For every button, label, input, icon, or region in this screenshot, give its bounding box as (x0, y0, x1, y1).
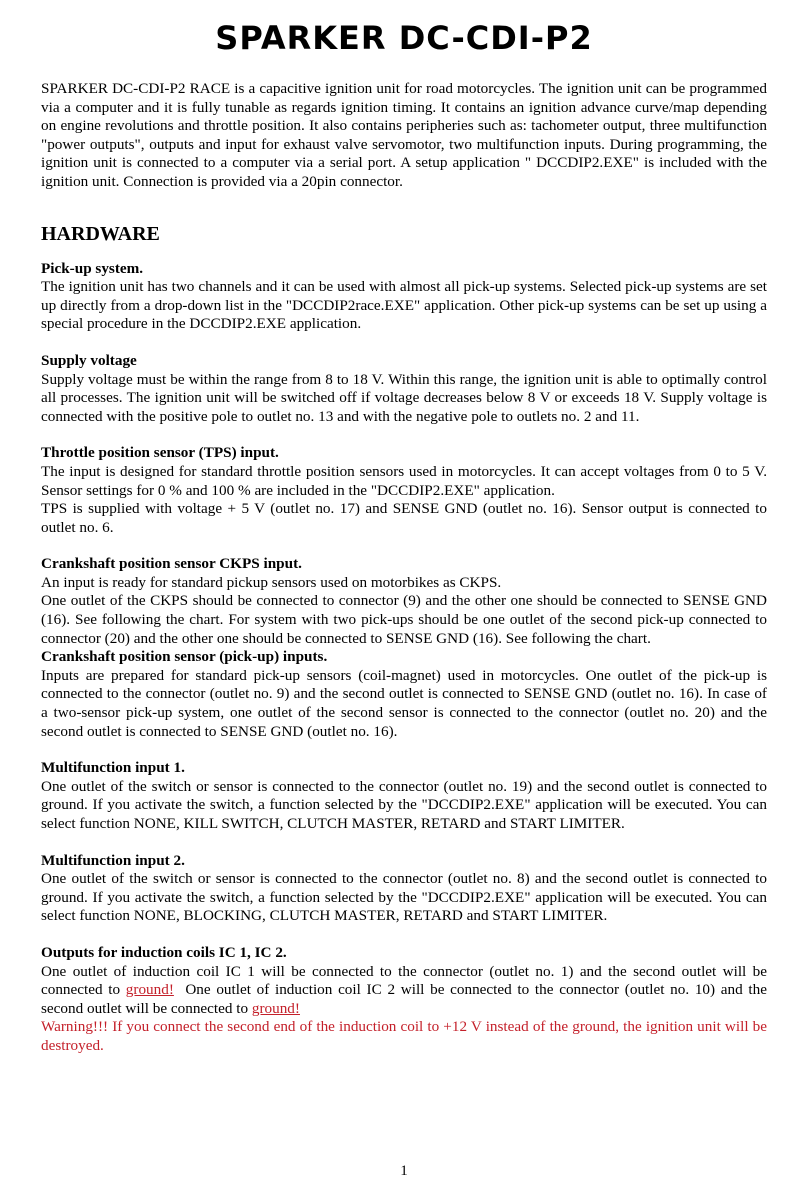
section-text: The input is designed for standard throttle position sensors used in motorcycles. It can accept voltages from 0 to 5 V. Sensor settings for 0 % and 100 % are included in the "DCCDIP2.EXE" application. (41, 462, 767, 499)
section-text: One outlet of the switch or sensor is connected to the connector (outlet no. 8) and the second outlet is connected to ground. If you activate the switch, a function selected by the "DCCDIP2.EXE" application will be executed. You can select function NONE, BLOCKING, CLUTCH MASTER, RETARD and START LIMITER. (41, 870, 767, 925)
section-title: Crankshaft position sensor CKPS input. (41, 555, 302, 573)
section-text: Inputs are prepared for standard pick-up sensors (coil-magnet) used in motorcycles. One outlet of the pick-up is connected to the connector (outlet no. 9) and the second outlet is connected to SENSE GND (outlet no. 16). In case of a two-sensor pick-up system, one outlet of the second sensor is connected to the connector (outlet no. 20) and the second outlet is connected to SENSE GND (outlet no. 16). (41, 666, 767, 740)
coil-text-b: One outlet of induction coil IC 2 will be connected to the connector (outlet no. 10) and the second outlet will be connected to (41, 981, 771, 1017)
section-pickup-system (41, 260, 767, 334)
section-text (41, 962, 771, 1019)
section-title: Throttle position sensor (TPS) input. (41, 444, 279, 462)
section-tps-input (41, 444, 767, 537)
section-multifunction-input-1 (41, 759, 767, 833)
section-title: Crankshaft position sensor (pick-up) inputs. (41, 648, 328, 666)
ground-link-2[interactable]: ground! (251, 999, 300, 1017)
section-text: The ignition unit has two channels and it can be used with almost all pick-up systems. Selected pick-up systems are set up directly from a drop-down list in the "DCCDIP2race.EXE" application. Other pick-up systems can be set up using a special procedure in the DCCDIP2.EXE application. (41, 278, 767, 333)
hardware-heading: HARDWARE (41, 222, 160, 245)
section-ckps-input (41, 555, 767, 648)
section-induction-coil-outputs (41, 943, 771, 1056)
warning-text: Warning!!! If you connect the second end of the induction coil to +12 V instead of the ground, the ignition unit will be destroyed. (41, 1018, 767, 1054)
coil-text-a: One outlet of induction coil IC 1 will be connected to the connector (outlet no. 1) and the second outlet will be connected to (41, 962, 767, 999)
page-number: 1 (400, 1163, 408, 1179)
section-title: Outputs for induction coils IC 1, IC 2. (41, 943, 287, 961)
section-text: One outlet of the CKPS should be connected to connector (9) and the other one should be connected to SENSE GND (16). See following the chart. For system with two pick-ups should be one outlet of the second pick-up connected to connector (20) and the other one should be connected to SENSE GND (16). See following the chart. (41, 592, 767, 647)
section-crankshaft-pickup-inputs (41, 648, 767, 741)
ground-link-1[interactable]: ground! (125, 981, 174, 999)
section-title: Pick-up system. (41, 259, 144, 277)
section-title: Multifunction input 1. (41, 759, 185, 777)
document-title: SPARKER DC-CDI-P2 (215, 19, 593, 57)
section-text: TPS is supplied with voltage + 5 V (outlet no. 17) and SENSE GND (outlet no. 16). Sensor output is connected to outlet no. 6. (41, 500, 767, 536)
section-supply-voltage (41, 352, 767, 426)
section-title: Multifunction input 2. (41, 851, 185, 869)
section-multifunction-input-2 (41, 852, 767, 926)
intro-paragraph: SPARKER DC-CDI-P2 RACE is a capacitive ignition unit for road motorcycles. The ignition unit can be programmed via a computer and it is fully tunable as regards ignition timing. It contains an ignition advance curve/map depending on engine revolutions and throttle position. It also contains peripheries such as: tachometer output, three multifunction "power outputs", outputs and input for exhaust valve servomotor, two multifunction inputs. During programming, the ignition unit is connected to a computer via a serial port. A setup application " DCCDIP2.EXE" is included with the ignition unit. Connection is provided via a 20pin connector. (41, 80, 767, 190)
section-text: An input is ready for standard pickup sensors used on motorbikes as CKPS. (41, 573, 502, 591)
section-text: One outlet of the switch or sensor is connected to the connector (outlet no. 19) and the second outlet is connected to ground. If you activate the switch, a function selected by the "DCCDIP2.EXE" application will be executed. You can select function NONE, KILL SWITCH, CLUTCH MASTER, RETARD and START LIMITER. (41, 777, 767, 832)
section-title: Supply voltage (41, 351, 137, 369)
section-text: Supply voltage must be within the range from 8 to 18 V. Within this range, the ignition unit is able to optimally control all processes. The ignition unit will be switched off if voltage decreases below 8 V or exceeds 18 V. Supply voltage is connected with the positive pole to outlet no. 13 and with the negative pole to outlets no. 2 and 11. (41, 370, 767, 425)
